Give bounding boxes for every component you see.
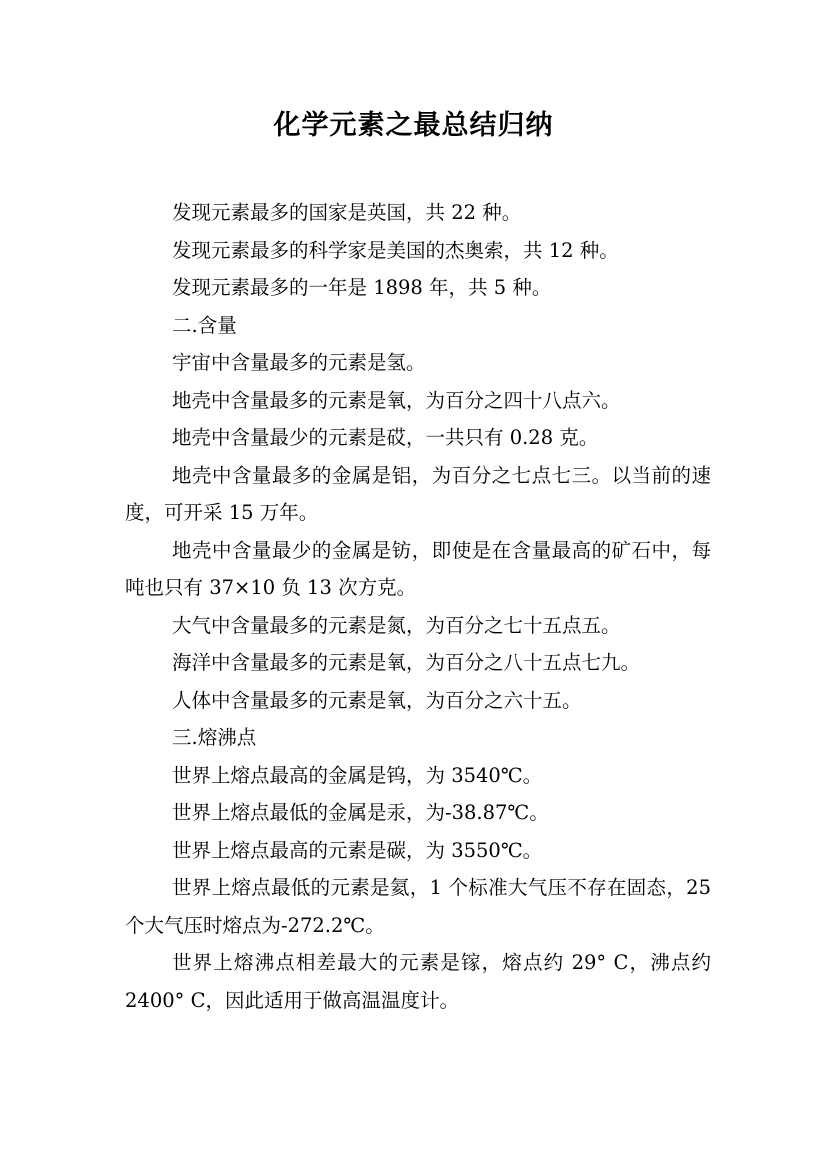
paragraph: 发现元素最多的科学家是美国的杰奥索，共 12 种。 xyxy=(172,238,619,262)
document-body xyxy=(125,194,711,1019)
paragraph: 地壳中含量最少的元素是砹，一共只有 0.28 克。 xyxy=(172,426,599,449)
paragraph: 宇宙中含量最多的元素是氢。 xyxy=(172,351,426,374)
paragraph: 人体中含量最多的元素是氧，为百分之六十五。 xyxy=(172,688,582,712)
paragraph: 地壳中含量最少的金属是钫，即使是在含量最高的矿石中，每吨也只有 37×10 负 13 次方克。 xyxy=(125,538,711,599)
paragraph: 地壳中含量最多的金属是铝，为百分之七点七三。以当前的速度，可开采 15 万年。 xyxy=(125,463,711,524)
paragraph: 地壳中含量最多的元素是氧，为百分之四十八点六。 xyxy=(172,388,621,412)
paragraph: 大气中含量最多的元素是氮，为百分之七十五点五。 xyxy=(172,613,621,637)
paragraph: 发现元素最多的一年是 1898 年，共 5 种。 xyxy=(172,276,552,299)
paragraph: 世界上熔点最低的元素是氦，1 个标准大气压不存在固态，25 个大气压时熔点为-272.2℃。 xyxy=(125,876,711,937)
section-heading: 二.含量 xyxy=(172,313,237,337)
paragraph: 世界上熔点最高的元素是碳，为 3550℃。 xyxy=(172,838,543,862)
paragraph: 世界上熔沸点相差最大的元素是镓，熔点约 29° C，沸点约 2400° C，因此适用于做高温温度计。 xyxy=(125,951,711,1012)
paragraph: 海洋中含量最多的元素是氧，为百分之八十五点七九。 xyxy=(172,651,641,674)
page-title: 化学元素之最总结归纳 xyxy=(273,110,554,141)
paragraph: 发现元素最多的国家是英国，共 22 种。 xyxy=(172,201,522,224)
paragraph: 世界上熔点最低的金属是汞，为-38.87℃。 xyxy=(172,801,549,824)
section-heading: 三.熔沸点 xyxy=(172,726,257,749)
paragraph: 世界上熔点最高的金属是钨，为 3540℃。 xyxy=(172,763,543,787)
